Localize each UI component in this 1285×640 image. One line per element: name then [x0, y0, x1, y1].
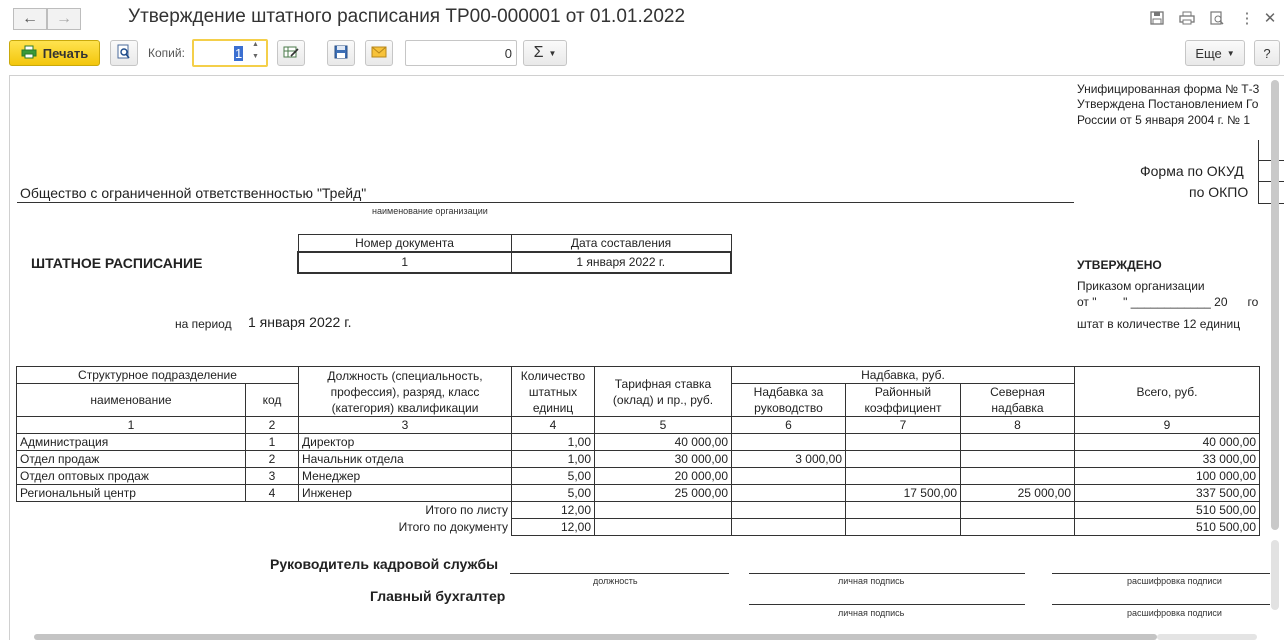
- empty-cell: [732, 502, 846, 519]
- dept-cell: Региональный центр: [17, 485, 246, 502]
- more-vertical-icon[interactable]: ⋮: [1239, 10, 1255, 27]
- total-cell: 100 000,00: [1075, 468, 1260, 485]
- region-cell: [846, 434, 961, 451]
- more-label: Еще: [1195, 45, 1222, 61]
- count-cell: 1,00: [512, 434, 595, 451]
- preview-button[interactable]: [110, 40, 138, 66]
- preview-icon[interactable]: [1206, 8, 1228, 28]
- print-button[interactable]: [9, 40, 100, 66]
- header-position: Должность (специальность, профессия), разряд, класс (категория) квалификации: [299, 367, 512, 417]
- table-edit-icon: [283, 45, 299, 62]
- unified-form-label: Унифицированная форма № Т-3: [1077, 82, 1260, 96]
- order-label: Приказом организации: [1077, 279, 1205, 293]
- empty-cell: [595, 502, 732, 519]
- col-number: 7: [846, 417, 961, 434]
- position-cell: Менеджер: [299, 468, 512, 485]
- chevron-down-icon: ▼: [548, 48, 557, 58]
- print-label: Печать: [42, 45, 89, 61]
- total-cell: 337 500,00: [1075, 485, 1260, 502]
- decode-caption: расшифровка подписи: [1127, 576, 1222, 586]
- envelope-icon: [371, 46, 387, 61]
- decode-line: [1052, 573, 1270, 574]
- col-number: 1: [17, 417, 246, 434]
- floppy-icon: [334, 45, 348, 62]
- empty-cell: [846, 519, 961, 536]
- region-cell: [846, 468, 961, 485]
- sum-dropdown-button[interactable]: [523, 40, 567, 66]
- hr-head-label: Руководитель кадровой службы: [270, 556, 499, 572]
- mgmt-cell: [732, 485, 846, 502]
- position-caption: должность: [593, 576, 638, 586]
- period-label: на период: [175, 317, 232, 331]
- docnum-table: [297, 234, 732, 274]
- region-cell: 17 500,00: [846, 485, 961, 502]
- approved-by-label: Утверждена Постановлением Го: [1077, 97, 1259, 111]
- sheet-total-sum: 510 500,00: [1075, 502, 1260, 519]
- header-bonus: Надбавка, руб.: [732, 367, 1075, 384]
- forward-button[interactable]: [47, 8, 81, 30]
- docnum-header: Номер документа: [298, 235, 511, 252]
- col-number: 8: [961, 417, 1075, 434]
- sum-field[interactable]: 0: [405, 40, 517, 66]
- signature-line: [749, 604, 1025, 605]
- dept-cell: Администрация: [17, 434, 246, 451]
- russia-date-label: России от 5 января 2004 г. № 1: [1077, 113, 1251, 127]
- document-area[interactable]: [9, 75, 1284, 640]
- arrow-right-icon: →: [56, 10, 72, 27]
- header-bonus-mgmt: Надбавка за руководство: [732, 384, 846, 417]
- spin-up-icon[interactable]: ▲: [252, 41, 259, 48]
- region-cell: [846, 451, 961, 468]
- date-value: 1 января 2022 г.: [511, 252, 731, 273]
- empty-cell: [846, 502, 961, 519]
- mgmt-cell: [732, 434, 846, 451]
- code-cell: 2: [246, 451, 299, 468]
- dept-cell: Отдел оптовых продаж: [17, 468, 246, 485]
- help-label: ?: [1263, 45, 1271, 61]
- doc-total-label: Итого по документу: [398, 520, 508, 534]
- back-button[interactable]: [13, 8, 47, 30]
- position-line: [510, 573, 729, 574]
- north-cell: [961, 451, 1075, 468]
- count-cell: 5,00: [512, 468, 595, 485]
- header-bonus-region: Районный коэффициент: [846, 384, 961, 417]
- north-cell: [961, 434, 1075, 451]
- code-box-border: [1258, 140, 1259, 204]
- position-cell: Начальник отдела: [299, 451, 512, 468]
- position-cell: Инженер: [299, 485, 512, 502]
- table-row: [17, 451, 1260, 468]
- date-header: Дата составления: [511, 235, 731, 252]
- table-row: [17, 434, 1260, 451]
- doc-title: ШТАТНОЕ РАСПИСАНИЕ: [31, 255, 203, 271]
- code-cell: 1: [246, 434, 299, 451]
- empty-cell: [595, 519, 732, 536]
- decode-caption: расшифровка подписи: [1127, 608, 1222, 618]
- header-bonus-north: Северная надбавка: [961, 384, 1075, 417]
- printer-icon[interactable]: [1176, 8, 1198, 28]
- order-from-label: от " " ____________ 20 го: [1077, 295, 1259, 309]
- spin-down-icon[interactable]: ▼: [252, 53, 259, 60]
- vertical-scrollbar[interactable]: [1271, 80, 1279, 530]
- signature-caption: личная подпись: [838, 608, 905, 618]
- col-number: 4: [512, 417, 595, 434]
- okpo-label: по ОКПО: [1189, 184, 1249, 200]
- doc-total-count: 12,00: [512, 519, 595, 536]
- approved-label: УТВЕРЖДЕНО: [1077, 258, 1162, 272]
- copies-input[interactable]: [192, 39, 268, 67]
- col-number: 2: [246, 417, 299, 434]
- save-button[interactable]: [327, 40, 355, 66]
- signature-caption: личная подпись: [838, 576, 905, 586]
- empty-cell: [961, 502, 1075, 519]
- rate-cell: 25 000,00: [595, 485, 732, 502]
- decode-line: [1052, 604, 1270, 605]
- mgmt-cell: [732, 468, 846, 485]
- save-icon[interactable]: [1146, 8, 1168, 28]
- doc-total-sum: 510 500,00: [1075, 519, 1260, 536]
- sheet-total-row: [17, 502, 1260, 519]
- printer-icon: [21, 45, 37, 62]
- staffing-table: [16, 366, 1260, 536]
- magnifier-icon: [117, 44, 131, 63]
- horizontal-scrollbar[interactable]: [34, 634, 1157, 640]
- table-row: [17, 468, 1260, 485]
- total-cell: 33 000,00: [1075, 451, 1260, 468]
- doc-total-row: [17, 519, 1260, 536]
- table-row: [17, 485, 1260, 502]
- col-number: 9: [1075, 417, 1260, 434]
- rate-cell: 20 000,00: [595, 468, 732, 485]
- send-email-button[interactable]: [365, 40, 393, 66]
- header-count: Количество штатных единиц: [512, 367, 595, 417]
- count-cell: 1,00: [512, 451, 595, 468]
- dept-cell: Отдел продаж: [17, 451, 246, 468]
- rate-cell: 40 000,00: [595, 434, 732, 451]
- north-cell: [961, 468, 1075, 485]
- docnum-value: 1: [298, 252, 511, 273]
- staff-count-label: штат в количестве 12 единиц: [1077, 317, 1241, 331]
- org-caption: наименование организации: [372, 206, 488, 216]
- window-title: Утверждение штатного расписания ТР00-000001 от 01.01.2022: [128, 6, 686, 27]
- count-cell: 5,00: [512, 485, 595, 502]
- rate-cell: 30 000,00: [595, 451, 732, 468]
- horizontal-scrollbar-track[interactable]: [1157, 634, 1257, 640]
- copies-label: Копий:: [148, 46, 185, 60]
- sigma-label: Σ: [533, 44, 544, 61]
- close-icon[interactable]: ✕: [1263, 10, 1277, 27]
- header-dept-code: код: [246, 384, 299, 417]
- org-underline: [17, 202, 1074, 203]
- okud-label: Форма по ОКУД: [1140, 163, 1244, 179]
- sheet-total-label: Итого по листу: [425, 503, 508, 518]
- code-cell: 3: [246, 468, 299, 485]
- sheet-total-count: 12,00: [512, 502, 595, 519]
- mgmt-cell: 3 000,00: [732, 451, 846, 468]
- help-button[interactable]: [1254, 40, 1280, 66]
- header-rate: Тарифная ставка (оклад) и пр., руб.: [595, 367, 732, 417]
- col-number: 3: [299, 417, 512, 434]
- empty-cell: [732, 519, 846, 536]
- chevron-down-icon: ▼: [1226, 48, 1235, 58]
- copies-value: 1: [235, 46, 243, 61]
- vertical-scrollbar-track[interactable]: [1271, 540, 1279, 610]
- col-number: 6: [732, 417, 846, 434]
- header-dept-name: наименование: [17, 384, 246, 417]
- arrow-left-icon: ←: [22, 10, 38, 27]
- code-cell: 4: [246, 485, 299, 502]
- chief-accountant-label: Главный бухгалтер: [370, 588, 506, 604]
- total-cell: 40 000,00: [1075, 434, 1260, 451]
- header-dept: Структурное подразделение: [17, 367, 299, 384]
- more-button[interactable]: [1185, 40, 1245, 66]
- position-cell: Директор: [299, 434, 512, 451]
- org-name: Общество с ограниченной ответственностью "Трейд": [20, 185, 367, 201]
- edit-button[interactable]: [277, 40, 305, 66]
- period-value: 1 января 2022 г.: [248, 314, 352, 330]
- signature-line: [749, 573, 1025, 574]
- col-number: 5: [595, 417, 732, 434]
- north-cell: 25 000,00: [961, 485, 1075, 502]
- header-total: Всего, руб.: [1075, 367, 1260, 417]
- empty-cell: [961, 519, 1075, 536]
